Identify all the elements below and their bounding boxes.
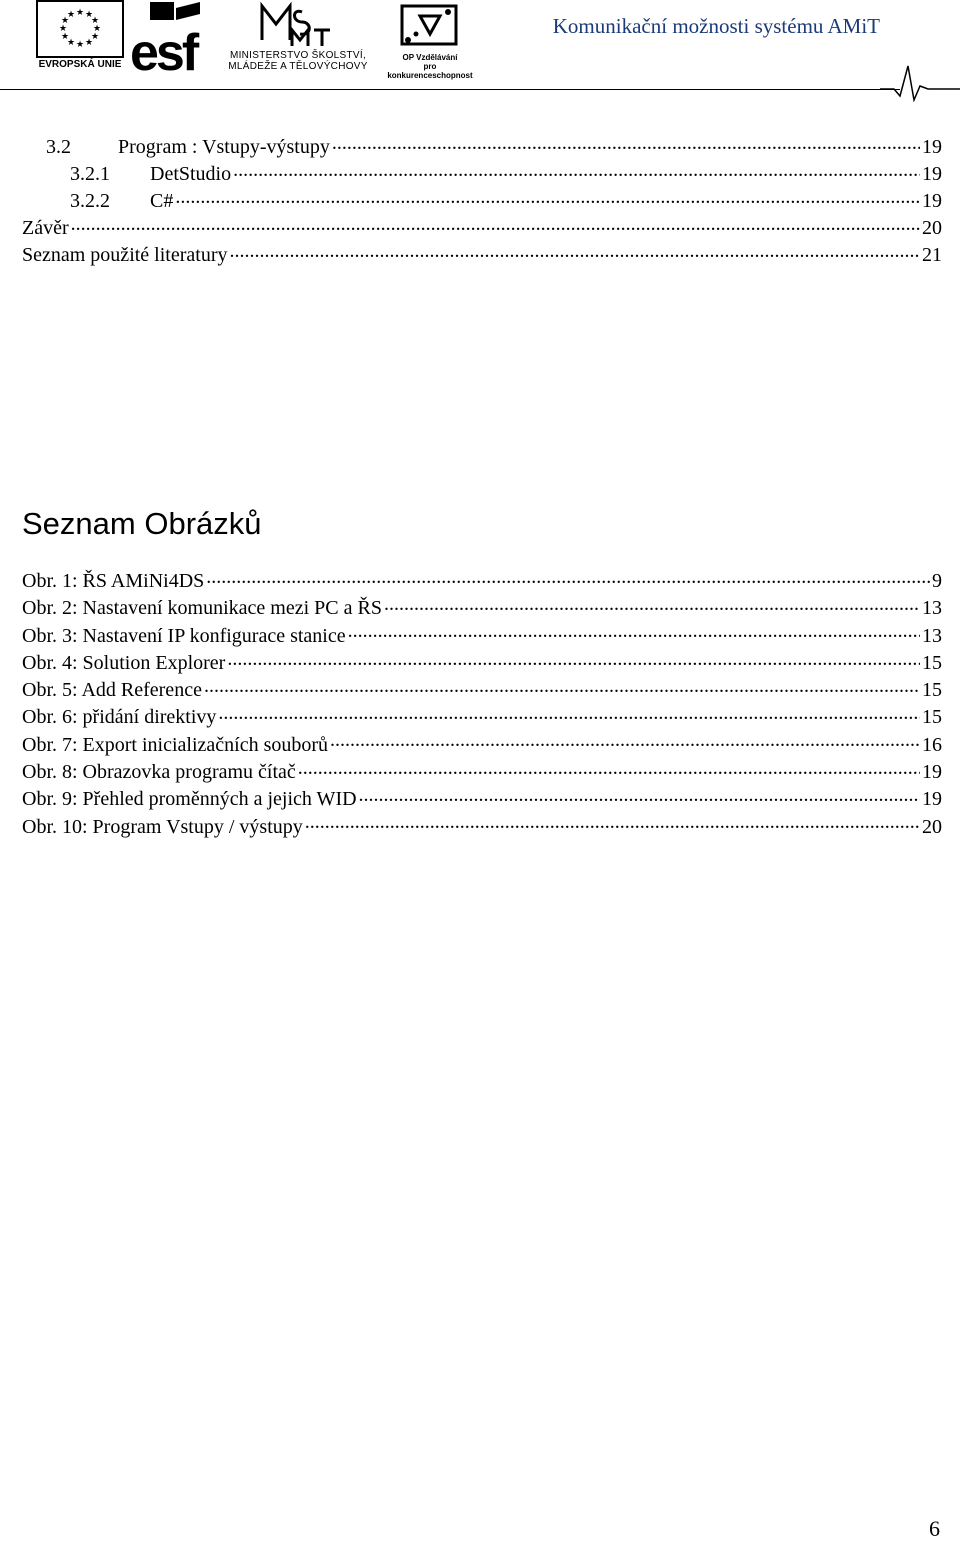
dot-leader — [332, 133, 920, 153]
figure-entry-title: Obr. 4: Solution Explorer — [22, 651, 226, 674]
page-number: 6 — [929, 1516, 940, 1541]
figure-entry-title: Obr. 7: Export inicializačních souborů — [22, 733, 329, 756]
svg-text:★: ★ — [60, 16, 70, 26]
dot-leader — [359, 785, 920, 805]
esf-wordmark: esf — [130, 24, 197, 72]
figure-entry[interactable] — [22, 758, 942, 785]
esf-logo — [130, 0, 214, 72]
dot-leader — [206, 567, 930, 587]
dot-leader — [233, 160, 920, 180]
msmt-caption-line-1: MINISTERSTVO ŠKOLSTVÍ, — [229, 50, 367, 61]
figure-entry-page: 15 — [922, 706, 942, 729]
running-head: Komunikační možnosti systému AMiT — [552, 14, 880, 38]
toc-entry-title: Seznam použité literatury — [22, 244, 228, 266]
op-caption — [380, 53, 480, 80]
svg-text:★: ★ — [84, 38, 94, 48]
op-caption-line-2: pro konkurenceschopnost — [387, 62, 473, 80]
figure-entry[interactable] — [22, 731, 942, 758]
msmt-caption-line-2: MLÁDEŽE A TĚLOVÝCHOVY — [228, 61, 368, 72]
msmt-logo — [218, 0, 378, 76]
svg-text:★: ★ — [84, 10, 94, 20]
dot-leader — [330, 731, 920, 751]
svg-text:★: ★ — [60, 32, 70, 42]
toc-entry-title: C# — [150, 190, 174, 212]
dot-leader — [175, 187, 920, 207]
figure-entry[interactable] — [22, 594, 942, 621]
figure-entry-title: Obr. 10: Program Vstupy / výstupy — [22, 815, 303, 838]
figure-entry[interactable] — [22, 567, 942, 594]
figure-entry-page: 9 — [932, 570, 942, 592]
figure-entry-title: Obr. 6: přidání direktivy — [22, 706, 217, 729]
table-of-contents — [22, 133, 942, 268]
list-of-figures — [22, 567, 942, 840]
figure-entry[interactable] — [22, 703, 942, 730]
figure-entry-page: 16 — [922, 733, 942, 756]
figure-entry-title: Obr. 5: Add Reference — [22, 679, 202, 702]
eu-caption: EVROPSKÁ UNIE — [38, 59, 122, 70]
op-caption-line-1: OP Vzdělávání — [402, 53, 458, 62]
dot-leader — [227, 649, 920, 669]
figure-entry-page: 19 — [922, 761, 942, 784]
svg-text:★: ★ — [90, 16, 100, 26]
svg-text:★: ★ — [66, 38, 76, 48]
toc-entry-page: 19 — [922, 163, 942, 185]
toc-entry[interactable] — [22, 241, 942, 268]
toc-entry-number: 3.2.2 — [70, 190, 110, 212]
figures-heading: Seznam Obrázků — [22, 506, 262, 541]
figure-entry-title: Obr. 8: Obrazovka programu čítač — [22, 761, 296, 784]
svg-text:★: ★ — [75, 8, 85, 18]
figure-entry-page: 19 — [922, 788, 942, 811]
toc-entry[interactable] — [22, 187, 942, 214]
figure-entry-page: 15 — [922, 679, 942, 702]
toc-entry-page: 20 — [922, 217, 942, 239]
dot-leader — [348, 622, 920, 642]
svg-text:★: ★ — [90, 32, 100, 42]
heartbeat-icon — [880, 62, 960, 102]
figure-entry-title: Obr. 3: Nastavení IP konfigurace stanice — [22, 624, 346, 647]
svg-text:★: ★ — [92, 24, 102, 34]
eu-logo — [32, 0, 128, 72]
figure-entry[interactable] — [22, 785, 942, 812]
dot-leader — [229, 241, 920, 261]
toc-entry-title: Program : Vstupy-výstupy — [118, 136, 330, 158]
page-header — [0, 0, 960, 100]
dot-leader — [305, 813, 920, 833]
toc-entry-number: 3.2.1 — [70, 163, 110, 185]
toc-entry[interactable] — [22, 214, 942, 241]
figure-entry[interactable] — [22, 676, 942, 703]
figure-entry-page: 20 — [922, 815, 942, 838]
svg-text:★: ★ — [75, 40, 85, 50]
dot-leader — [204, 676, 920, 696]
toc-entry-page: 19 — [922, 190, 942, 212]
toc-entry-title: Závěr — [22, 217, 69, 239]
toc-entry[interactable] — [22, 160, 942, 187]
figure-entry[interactable] — [22, 649, 942, 676]
dot-leader — [384, 594, 920, 614]
op-logo — [380, 0, 480, 80]
figure-entry[interactable] — [22, 813, 942, 840]
figure-entry-page: 13 — [922, 597, 942, 620]
toc-entry-number: 3.2 — [46, 136, 71, 158]
svg-text:★: ★ — [66, 10, 76, 20]
toc-entry-page: 21 — [922, 244, 942, 266]
eu-flag-icon — [36, 0, 124, 58]
toc-entry-page: 19 — [922, 136, 942, 158]
dot-leader — [218, 703, 920, 723]
svg-text:★: ★ — [58, 24, 68, 34]
figure-entry-title: Obr. 2: Nastavení komunikace mezi PC a ŘS — [22, 597, 382, 620]
msmt-caption — [218, 50, 378, 72]
figure-entry-page: 13 — [922, 624, 942, 647]
dot-leader — [298, 758, 920, 778]
figure-entry-title: Obr. 9: Přehled proměnných a jejich WID — [22, 788, 357, 811]
toc-entry-title: DetStudio — [150, 163, 232, 185]
dot-leader — [71, 214, 920, 234]
toc-entry[interactable] — [22, 133, 942, 160]
figure-entry-title: Obr. 1: ŘS AMiNi4DS — [22, 570, 205, 592]
figure-entry-page: 15 — [922, 651, 942, 674]
figure-entry[interactable] — [22, 622, 942, 649]
header-rule — [0, 89, 900, 90]
